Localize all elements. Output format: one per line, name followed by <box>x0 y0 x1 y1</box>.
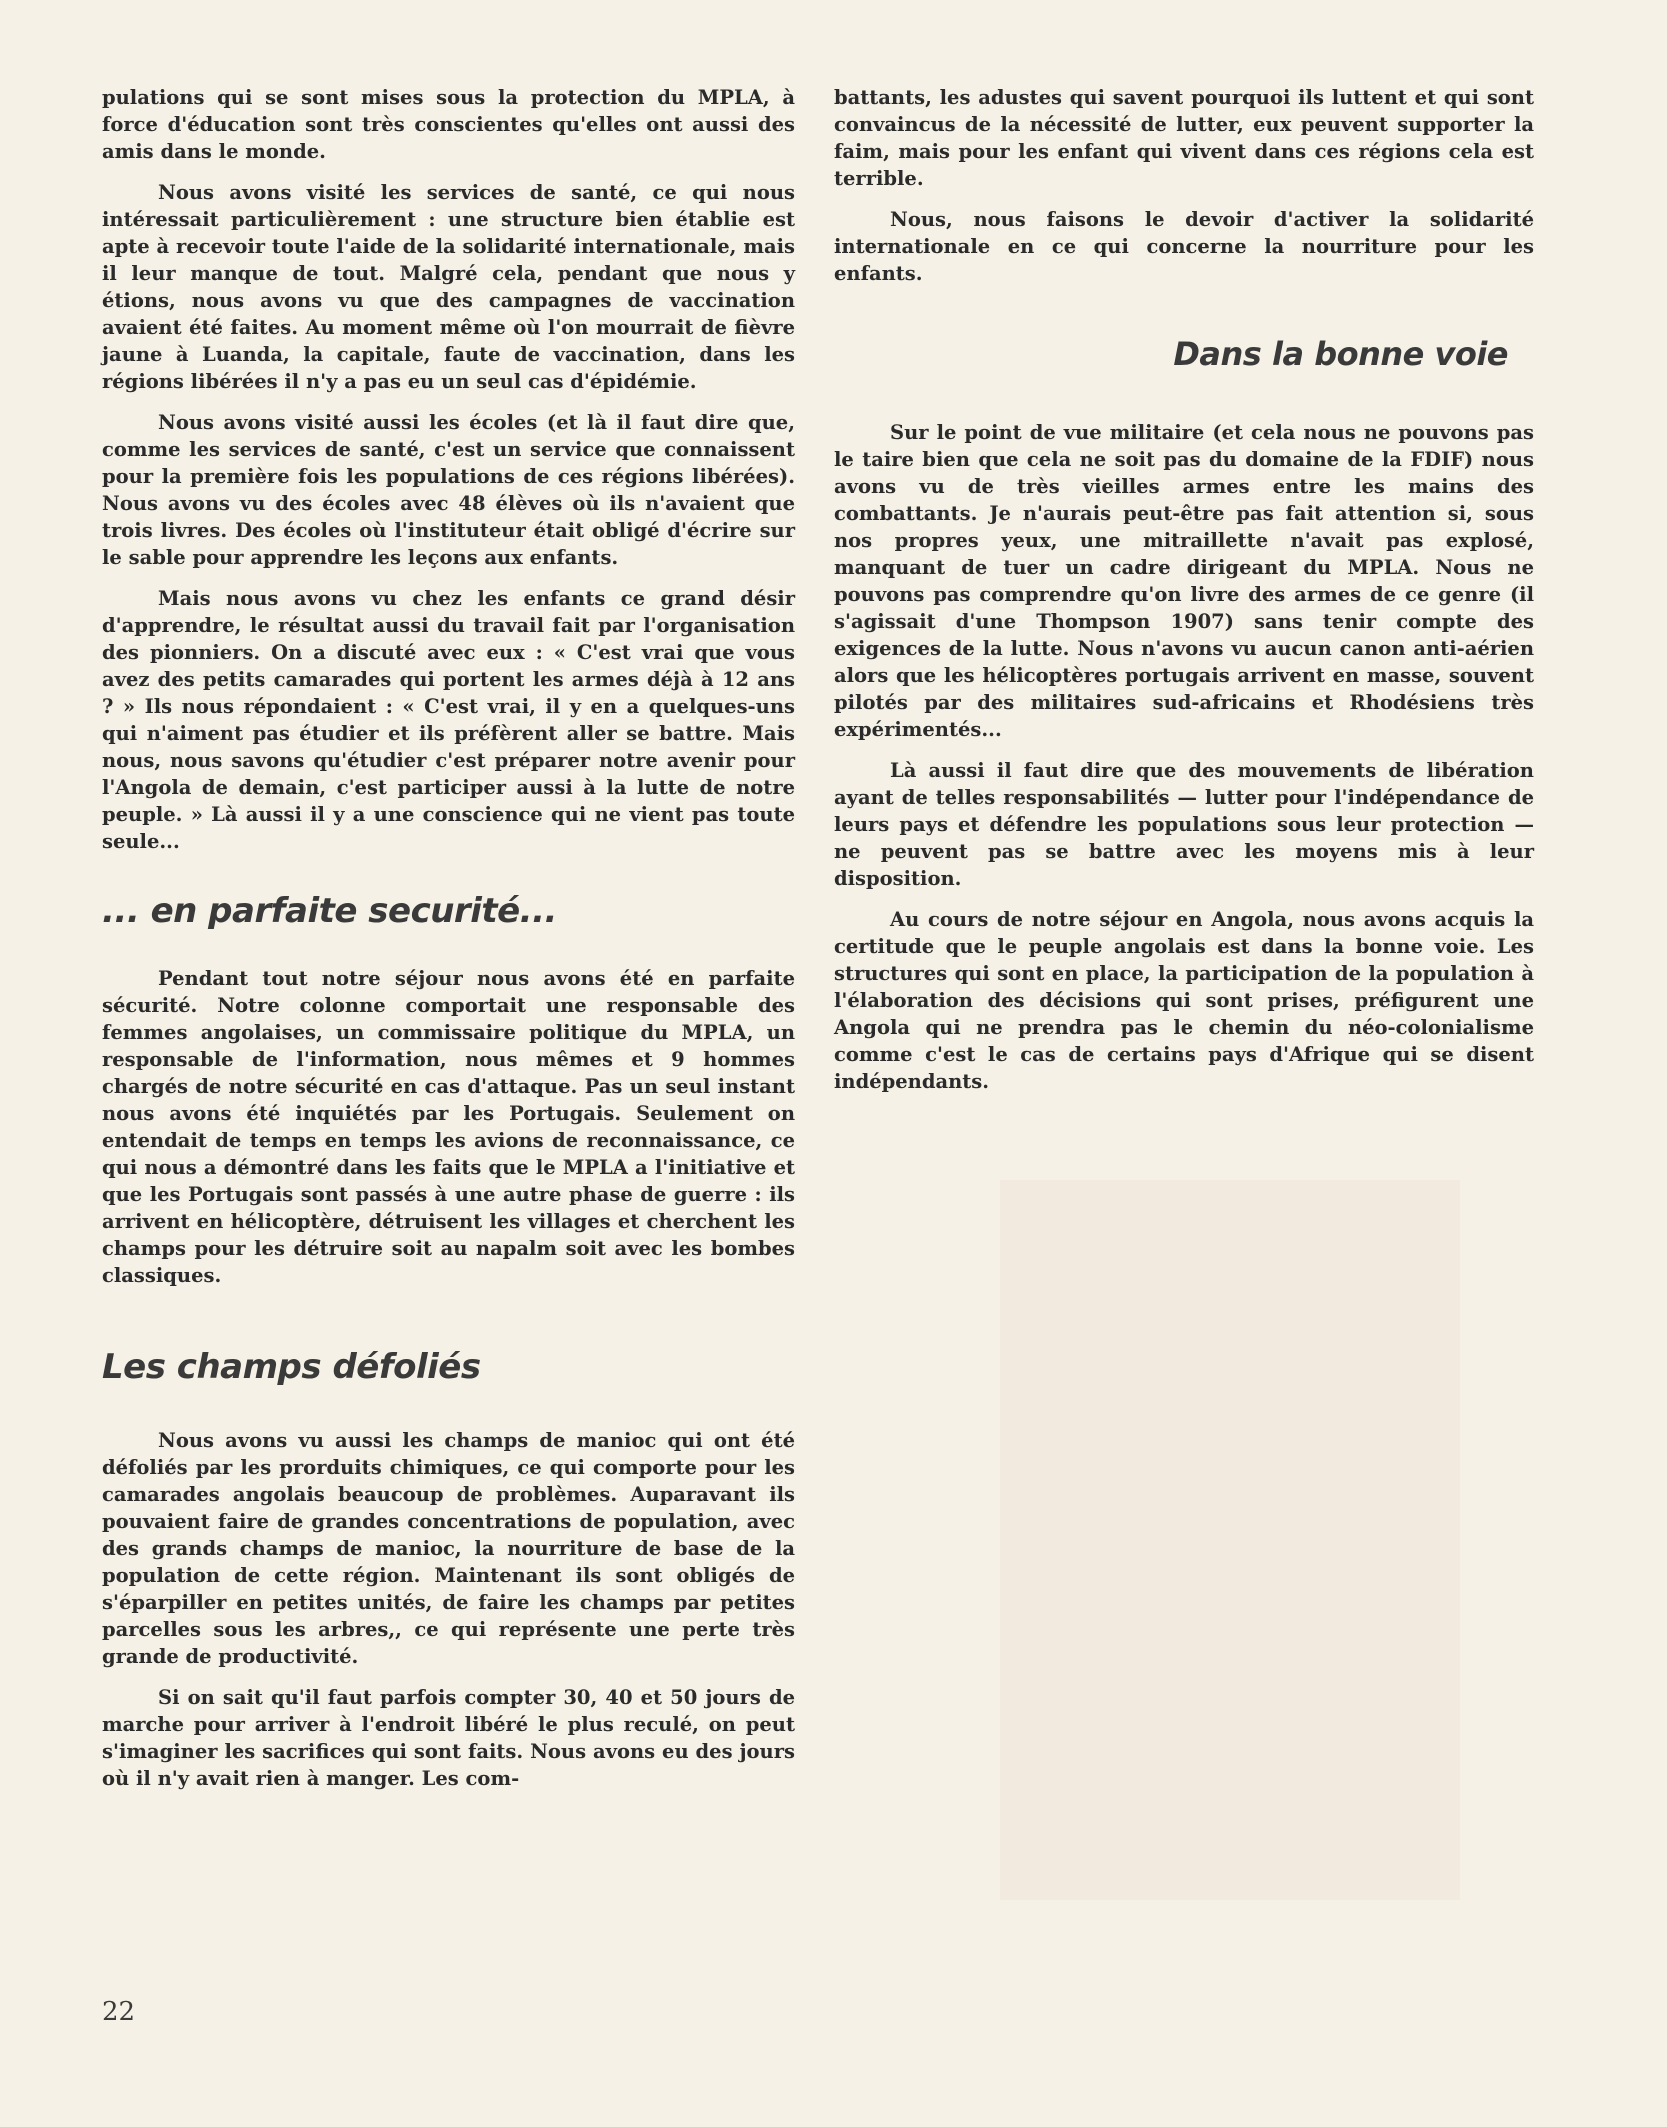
paragraph: Pendant tout notre séjour nous avons été en parfaite sécurité. Notre colonne comportait une responsable des femmes angolaises, un commissaire politique du MPLA, un responsable de l'information, nous mêmes et 9 hommes chargés de notre sécurité en cas d'attaque. Pas un seul instant nous avons été inquiétés par les Portugais. Seulement on entendait de temps en temps les avions de reconnaissance, ce qui nous a démontré dans les faits que le MPLA a l'initiative et que les Portugais sont passés à une autre phase de guerre : ils arrivent en hélicoptère, détruisent les villages et cherchent les champs pour les détruire soit au napalm soit avec les bombes classiques. <box>102 967 795 1287</box>
paragraph: Nous avons vu aussi les champs de manioc qui ont été défoliés par les prorduits chimiques, ce qui comporte pour les camarades angolais beaucoup de problèmes. Auparavant ils pouvaient faire de grandes concentrations de population, avec des grands champs de manioc, la nourriture de base de la population de cette région. Maintenant ils sont obligés de s'éparpiller en petites unités, de faire les champs par petites parcelles sous les arbres,, ce qui représente une perte très grande de productivité. <box>102 1429 795 1668</box>
paragraph: pulations qui se sont mises sous la protection du MPLA, à force d'éducation sont très conscientes qu'elles ont aussi des amis dans le monde. <box>102 86 795 163</box>
paragraph: Au cours de notre séjour en Angola, nous avons acquis la certitude que le peuple angolais est dans la bonne voie. Les structures qui sont en place, la participation de la population à l'élaboration des décisions qui sont prises, préfigurent une Angola qui ne prendra pas le chemin du néo-colonialisme comme c'est le cas de certains pays d'Afrique qui se disent indépendants. <box>834 908 1534 1093</box>
paragraph: Nous, nous faisons le devoir d'activer la solidarité internationale en ce qui concerne la nourriture pour les enfants. <box>834 208 1534 285</box>
paragraph: Là aussi il faut dire que des mouvements de libération ayant de telles responsabilités — lutter pour l'indépendance de leurs pays et défendre les populations sous leur protection — ne peuvent pas se battre avec les moyens mis à leur disposition. <box>834 759 1534 890</box>
paragraph: Mais nous avons vu chez les enfants ce grand désir d'apprendre, le résultat aussi du travail fait par l'organisation des pionniers. On a discuté avec eux : « C'est vrai que vous avez des petits camarades qui portent les armes déjà à 12 ans ? » Ils nous répondaient : « C'est vrai, il y en a quelques-uns qui n'aiment pas étudier et ils préfèrent aller se battre. Mais nous, nous savons qu'étudier c'est préparer notre avenir pour l'Angola de demain, c'est participer aussi à la lutte de notre peuple. » Là aussi il y a une conscience qui ne vient pas toute seule... <box>102 587 795 853</box>
show-through-tint <box>1000 1180 1460 1900</box>
section-heading-champs: Les champs défoliés <box>102 1347 481 1387</box>
paragraph: Sur le point de vue militaire (et cela nous ne pouvons pas le taire bien que cela ne soit pas du domaine de la FDIF) nous avons vu de très vieilles armes entre les mains des combattants. Je n'aurais peut-être pas fait attention si, sous nos propres yeux, une mitraillette n'avait pas explosé, manquant de tuer un cadre dirigeant du MPLA. Nous ne pouvons pas comprendre qu'on livre des armes de ce genre (il s'agissait d'une Thompson 1907) sans tenir compte des exigences de la lutte. Nous n'avons vu aucun canon anti-aérien alors que les hélicoptères portugais arrivent en masse, souvent pilotés par des militaires sud-africains et Rhodésiens très expérimentés... <box>834 421 1534 741</box>
section-heading-dans: Dans la bonne voie <box>1173 335 1508 373</box>
right-column <box>834 84 1534 1109</box>
page-number: 22 <box>102 1997 136 2027</box>
paragraph: battants, les adustes qui savent pourquoi ils luttent et qui sont convaincus de la nécessité de lutter, eux peuvent supporter la faim, mais pour les enfant qui vivent dans ces régions cela est terrible. <box>834 86 1534 190</box>
paragraph: Nous avons visité aussi les écoles (et là il faut dire que, comme les services de santé, c'est un service que connaissent pour la première fois les populations de ces régions libérées). Nous avons vu des écoles avec 48 élèves où ils n'avaient que trois livres. Des écoles où l'instituteur était obligé d'écrire sur le sable pour apprendre les leçons aux enfants. <box>102 411 795 569</box>
paragraph: Si on sait qu'il faut parfois compter 30, 40 et 50 jours de marche pour arriver à l'endroit libéré le plus reculé, on peut s'imaginer les sacrifices qui sont faits. Nous avons eu des jours où il n'y avait rien à manger. Les com- <box>102 1686 795 1790</box>
left-column <box>102 84 795 1806</box>
paragraph: Nous avons visité les services de santé, ce qui nous intéressait particulièrement : une structure bien établie est apte à recevoir toute l'aide de la solidarité internationale, mais il leur manque de tout. Malgré cela, pendant que nous y étions, nous avons vu que des campagnes de vaccination avaient été faites. Au moment même où l'on mourrait de fièvre jaune à Luanda, la capitale, faute de vaccination, dans les régions libérées il n'y a pas eu un seul cas d'épidémie. <box>102 181 795 393</box>
section-heading-securite: ... en parfaite securité... <box>102 891 557 931</box>
